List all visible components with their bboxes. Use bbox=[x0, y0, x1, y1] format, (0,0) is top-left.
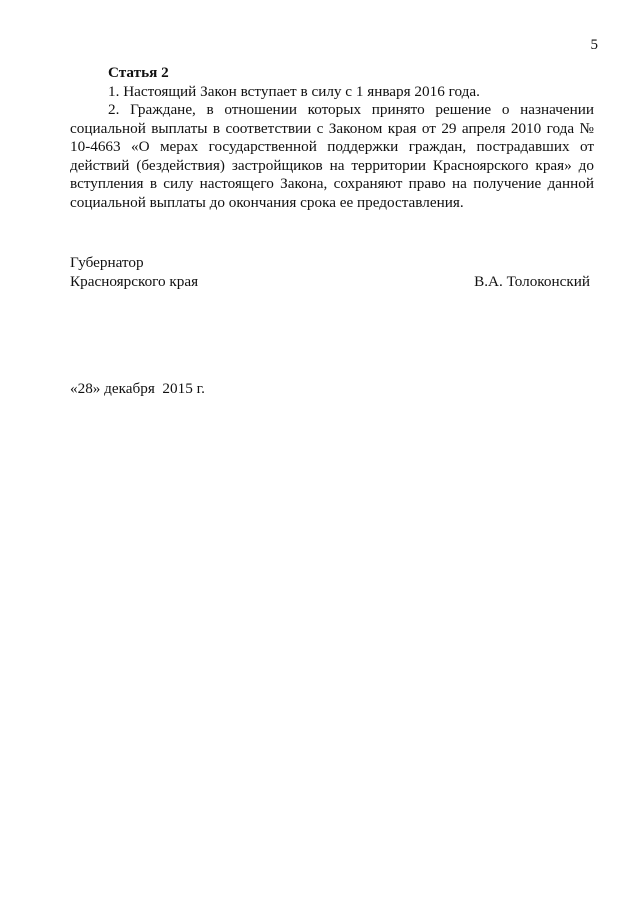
article-paragraph-1: 1. Настоящий Закон вступает в силу с 1 января 2016 года. bbox=[108, 82, 480, 100]
page-number: 5 bbox=[590, 37, 598, 53]
article-title: Статья 2 bbox=[108, 64, 169, 81]
signature-position-line1: Губернатор bbox=[70, 254, 144, 271]
signature-block bbox=[70, 254, 594, 291]
signatory-name: В.А. Толоконский bbox=[474, 272, 590, 290]
signature-row bbox=[70, 273, 594, 292]
article-section bbox=[70, 64, 594, 212]
signing-date: «28» декабря 2015 г. bbox=[70, 380, 205, 397]
signature-position-line2: Красноярского края bbox=[70, 272, 199, 290]
article-paragraph-2: 2. Граждане, в отношении которых принято решение о назначении социальной выплаты в соответствии с Законом края от 29 апреля 2010 года № 10-4663 «О мерах государственной поддержки граждан, пострадавших от действий (бездействия) застройщиков на территории Красноярского края» до вступления в силу настоящего Закона, сохраняют право на получение данной социальной выплаты до окончания срока ее предоставления. bbox=[70, 101, 594, 211]
